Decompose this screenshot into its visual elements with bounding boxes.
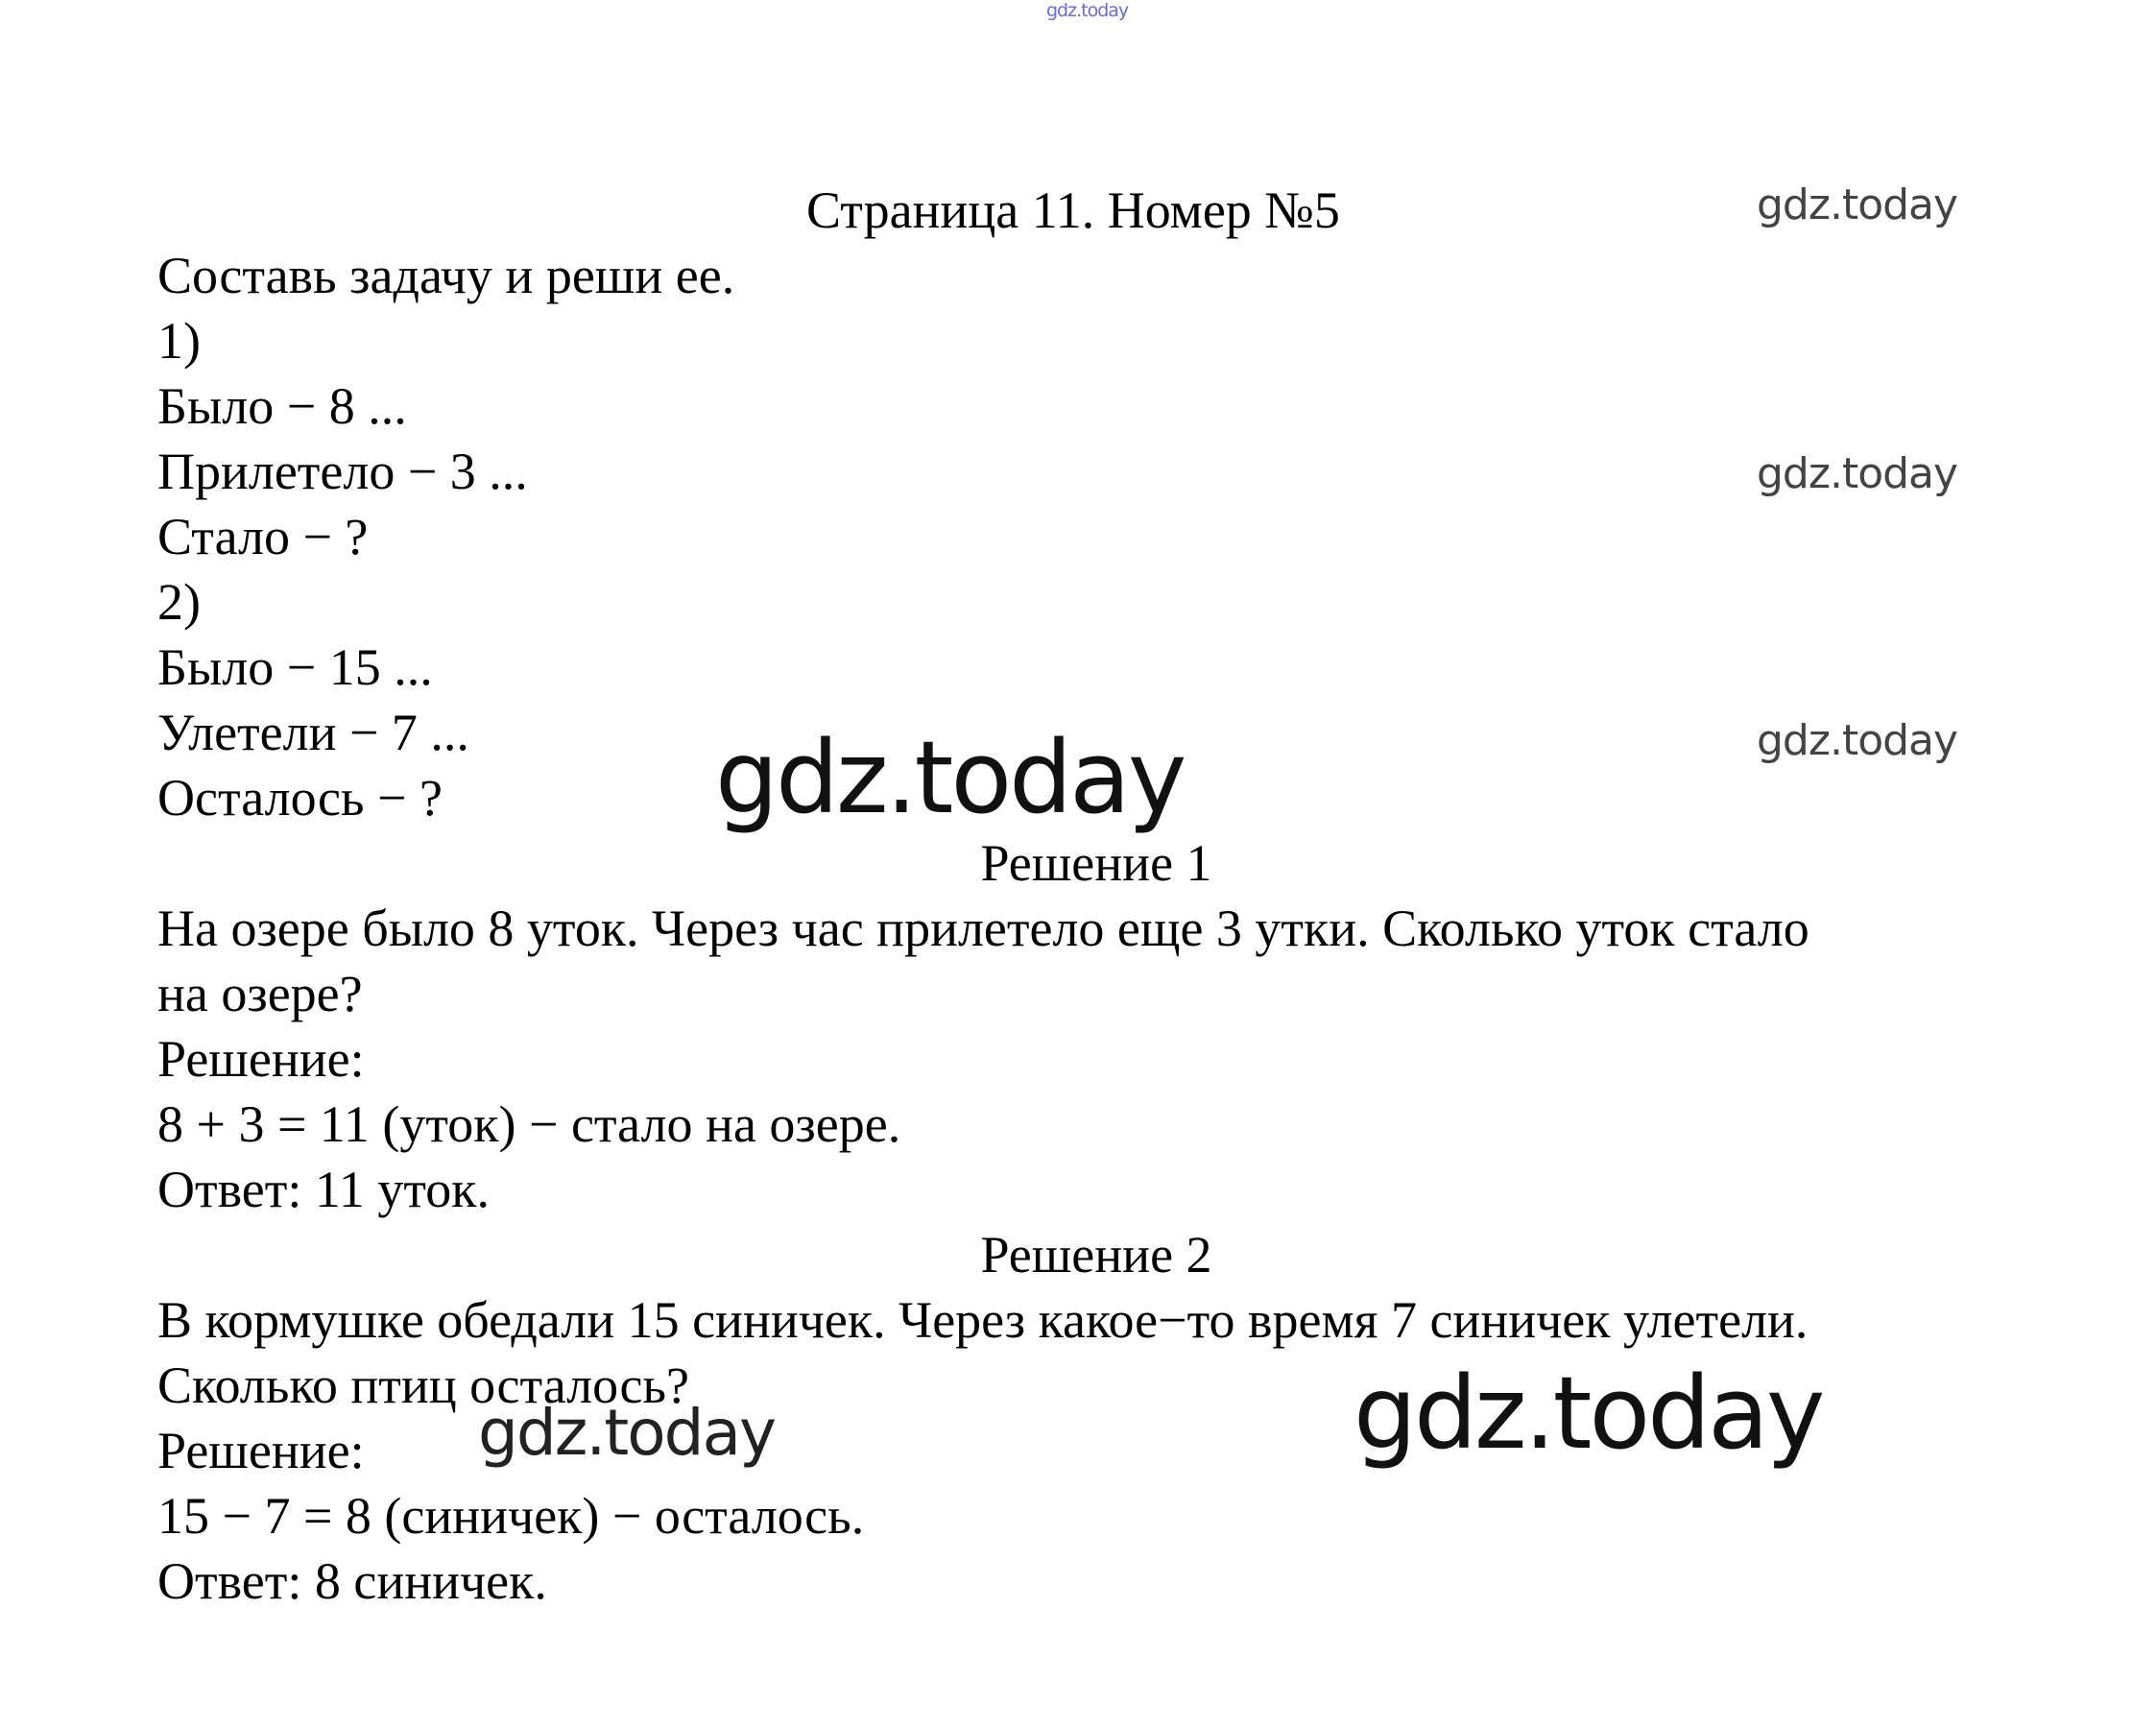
watermark-bottom-large: gdz.today: [1353, 1355, 1823, 1472]
solution1-heading: Решение 1: [980, 834, 1212, 892]
solution1-label: Решение:: [157, 1030, 365, 1088]
task-part2-line2: Улетели − 7 ...: [157, 704, 469, 761]
watermark-right-3: gdz.today: [1757, 716, 1958, 765]
solution1-text-line2: на озере?: [157, 965, 363, 1022]
task-part2-label: 2): [157, 573, 201, 631]
watermark-right-1: gdz.today: [1757, 180, 1958, 229]
task-part2-line1: Было − 15 ...: [157, 638, 433, 696]
task-part1-line3: Стало − ?: [157, 508, 369, 565]
task-part1-line1: Было − 8 ...: [157, 377, 407, 435]
watermark-right-2: gdz.today: [1757, 449, 1958, 498]
task-part1-label: 1): [157, 312, 201, 370]
solution1-equation: 8 + 3 = 11 (уток) − стало на озере.: [157, 1095, 901, 1153]
task-part2-line3: Осталось − ?: [157, 769, 443, 827]
solution2-label: Решение:: [157, 1422, 365, 1479]
page-title: Страница 11. Номер №5: [806, 181, 1340, 239]
watermark-center-large: gdz.today: [715, 719, 1185, 836]
task-instruction: Составь задачу и реши ее.: [157, 247, 735, 304]
solution1-text-line1: На озере было 8 уток. Через час прилетело еще 3 утки. Сколько уток стало: [157, 900, 1809, 957]
task-part1-line2: Прилетело − 3 ...: [157, 443, 528, 500]
solution2-equation: 15 − 7 = 8 (синичек) − осталось.: [157, 1487, 865, 1545]
solution2-text-line1: В кормушке обедали 15 синичек. Через какое−то время 7 синичек улетели.: [157, 1291, 1809, 1349]
solution1-answer: Ответ: 11 уток.: [157, 1161, 490, 1218]
solution2-answer: Ответ: 8 синичек.: [157, 1552, 547, 1610]
watermark-top: gdz.today: [1046, 0, 1129, 21]
solution2-text-line2: Сколько птиц осталось?: [157, 1356, 690, 1414]
solution2-heading: Решение 2: [980, 1226, 1212, 1284]
watermark-inline-medium: gdz.today: [478, 1396, 776, 1470]
